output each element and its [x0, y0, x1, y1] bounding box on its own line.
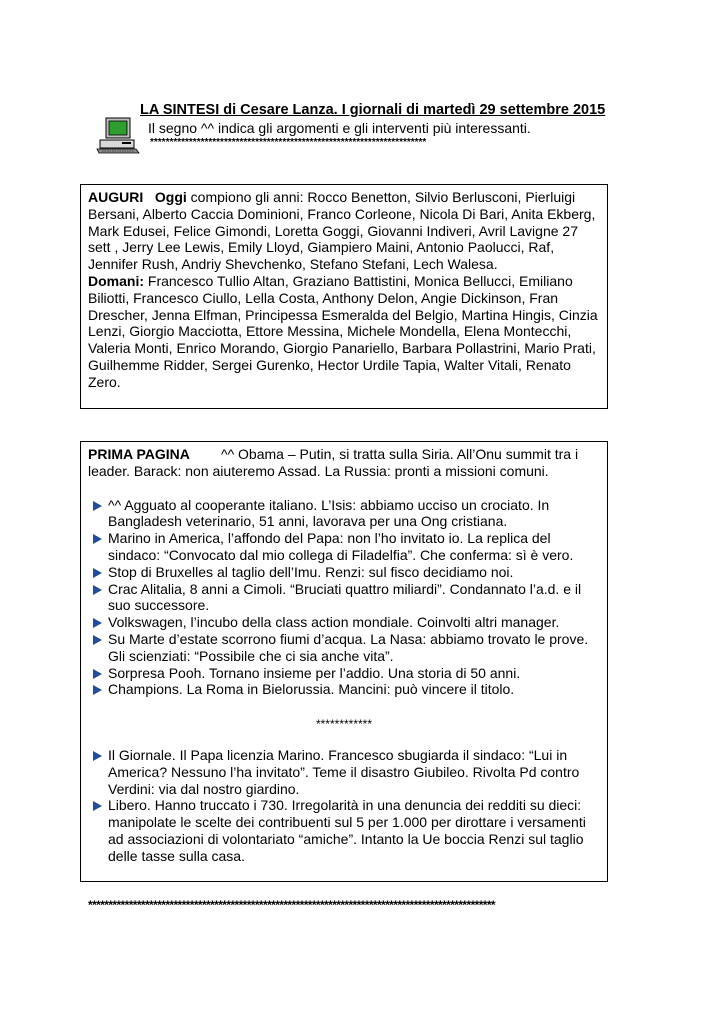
arrow-right-icon	[93, 751, 102, 761]
list-item: Marino in America, l’affondo del Papa: non l’ho invitato io. La replica del sindaco: “Convocato dal mio collega di Filadelfia”. Che conferma: sì è vero.	[88, 530, 600, 564]
prima-pagina-box	[80, 441, 608, 882]
document-header	[96, 102, 612, 149]
arrow-right-icon	[93, 635, 102, 645]
domani-text: Francesco Tullio Altan, Graziano Battistini, Monica Bellucci, Emiliano Biliotti, Francesco Ciullo, Lella Costa, Anthony Delon, Angie Dickinson, Fran Drescher, Jenna Elfman, Principessa Esmeralda del Belgio, Martina Hingis, Cinzia Lenzi, Giorgio Macciotta, Ettore Messina, Michele Mondella, Elena Montecchi, Valeria Monti, Enrico Morando, Giorgio Panariello, Barbara Pollastrini, Mario Prati, Guilhemme Ridder, Sergei Gurenko, Hector Urdile Tapia, Walter Vitali, Renato Zero.	[88, 272, 598, 390]
auguri-label: AUGURI	[88, 189, 144, 205]
arrow-right-icon	[93, 568, 102, 578]
list-item: Stop di Bruxelles al taglio dell’Imu. Renzi: sul fisco decidiamo noi.	[88, 564, 600, 581]
auguri-domani-paragraph	[88, 273, 600, 391]
newspaper-list	[88, 747, 600, 865]
prima-pagina-label: PRIMA PAGINA	[88, 446, 190, 462]
arrow-right-icon	[93, 685, 102, 695]
arrow-right-icon	[93, 801, 102, 811]
list-item: ^^ Agguato al cooperante italiano. L’Isis: abbiamo ucciso un crociato. In Bangladesh veterinario, 51 anni, lavorava per una Ong cristiana.	[88, 497, 600, 531]
prima-pagina-lead: ^^ Obama – Putin, si tratta sulla Siria. All’Onu summit tra i leader. Barack: non aiuteremo Assad. La Russia: pronti a missioni comuni.	[88, 446, 579, 479]
arrow-right-icon	[93, 585, 102, 595]
list-item: Libero. Hanno truccato i 730. Irregolarità in una denuncia dei redditi su dieci: manipolate le scelte dei contribuenti sul 5 per 1.000 per dirottare i versamenti ad associazioni di volontariato “amiche”. Intanto la Ue boccia Renzi sul taglio delle tasse sulla casa.	[88, 797, 600, 864]
headline-list	[88, 497, 600, 699]
oggi-text: compiono gli anni: Rocco Benetton, Silvio Berlusconi, Pierluigi Bersani, Alberto Caccia Dominioni, Franco Corleone, Nicola Di Bari, Anita Ekberg, Mark Edusei, Felice Gimondi, Loretta Goggi, Giovanni Indiveri, Avril Lavigne 27 sett , Jerry Lee Lewis, Emily Lloyd, Giampiero Maini, Antonio Paolucci, Raf, Jennifer Rush, Andriy Shevchenko, Stefano Stefani, Lech Walesa.	[88, 189, 596, 273]
list-item: Champions. La Roma in Bielorussia. Mancini: può vincere il titolo.	[88, 681, 600, 698]
oggi-label: Oggi	[154, 189, 187, 205]
list-item: Sorpresa Pooh. Tornano insieme per l’addio. Una storia di 50 anni.	[88, 665, 600, 682]
computer-icon	[96, 116, 140, 154]
list-item: Volkswagen, l’incubo della class action mondiale. Coinvolti altri manager.	[88, 614, 600, 631]
footer-star-divider: ****************************************************************************************************	[88, 898, 495, 912]
list-item: Su Marte d’estate scorrono fiumi d’acqua. La Nasa: abbiamo trovato le prove. Gli scienziati: “Possibile che ci sia anche vita”.	[88, 631, 600, 665]
domani-label: Domani:	[88, 272, 144, 289]
auguri-box	[80, 184, 608, 409]
header-star-divider: ***********************************************************************	[150, 137, 427, 148]
arrow-right-icon	[93, 501, 102, 511]
auguri-oggi-paragraph	[88, 189, 600, 273]
prima-pagina-lead-paragraph	[88, 446, 600, 480]
arrow-right-icon	[93, 534, 102, 544]
list-item: Il Giornale. Il Papa licenzia Marino. Francesco sbugiarda il sindaco: “Lui in America? Nessuno l’ha invitato”. Teme il disastro Giubileo. Rivolta Pd contro Verdini: via dal nostro giardino.	[88, 747, 600, 797]
list-item: Crac Alitalia, 8 anni a Cimoli. “Bruciati quattro miliardi”. Condannato l’a.d. e il suo successore.	[88, 581, 600, 615]
page-subtitle: Il segno ^^ indica gli argomenti e gli interventi più interessanti.	[148, 120, 531, 136]
arrow-right-icon	[93, 618, 102, 628]
arrow-right-icon	[93, 669, 102, 679]
section-star-separator: ************	[315, 717, 373, 732]
page-title: LA SINTESI di Cesare Lanza. I giornali di martedì 29 settembre 2015	[140, 102, 606, 118]
